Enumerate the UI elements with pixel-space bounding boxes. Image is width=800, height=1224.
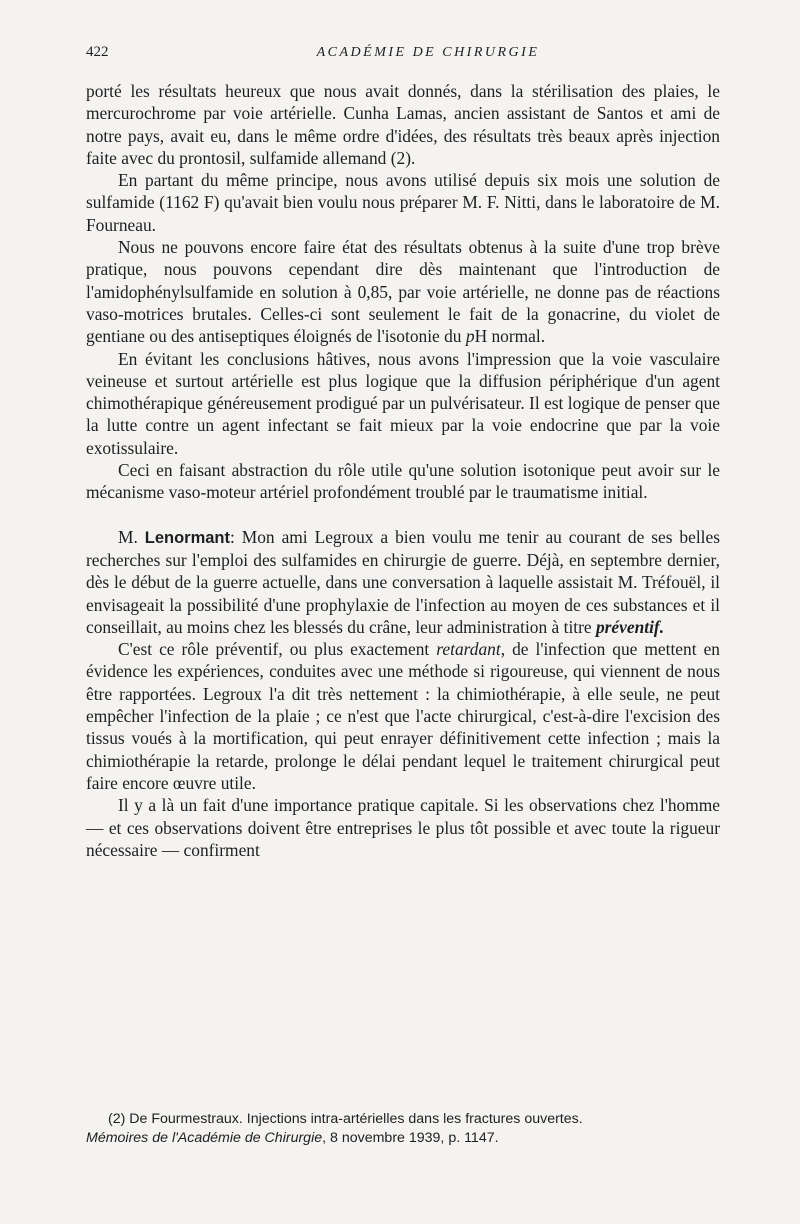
running-title: ACADÉMIE DE CHIRURGIE [316, 45, 540, 60]
body-text [86, 80, 720, 861]
paragraph-6-text: : Mon ami Legroux a bien voulu me tenir au courant de ses belles recherches sur l'emploi des sulfamides en chirurgie de guerre. Déjà, en septembre dernier, dès le début de la guerre actuelle, dans une conversation à laquelle assistait M. Tréfouël, il envisageait la possibilité d'une prophylaxie de l'infection au moyen de ces substances et il conseillait, au moins chez les blessés du crâne, leur administration à titre [86, 526, 720, 637]
page [86, 44, 720, 861]
retardant-emphasis: retardant [436, 639, 501, 660]
paragraph-7 [86, 638, 720, 794]
paragraph-1: porté les résultats heureux que nous avait donnés, dans la stérilisation des plaies, le mercurochrome par voie artérielle. Cunha Lamas, ancien assistant de Santos et ami de notre pays, avait eu, dans le même ordre d'idées, des résultats très beaux après injection faite avec du prontosil, sulfamide allemand (2). [86, 81, 720, 168]
running-header [86, 44, 720, 66]
footnote-line-2 [86, 1129, 720, 1148]
paragraph-7-start: C'est ce rôle préventif, ou plus exactement [118, 639, 437, 660]
citation-details: , 8 novembre 1939, p. 1147. [322, 1130, 499, 1146]
footnote [86, 1110, 720, 1148]
footnote-line-1: (2) De Fourmestraux. Injections intra-artérielles dans les fractures ouvertes. [108, 1111, 583, 1127]
page-number: 422 [86, 44, 109, 60]
speaker-name: Lenormant [144, 528, 231, 547]
paragraph-6 [86, 526, 720, 638]
speaker-prefix: M. [118, 526, 145, 547]
journal-title: Mémoires de l'Académie de Chirurgie [86, 1130, 323, 1146]
preventif-emphasis: préventif. [595, 616, 665, 637]
paragraph-4: En évitant les conclusions hâtives, nous avons l'impression que la voie vasculaire veineuse et surtout artérielle est plus logique que la diffusion périphérique d'un agent chimothérapique généreusement prodigué par un pulvérisateur. Il est logique de penser que la lutte contre un agent infectant se fait mieux par la voie endocrine que par la voie exotissulaire. [86, 348, 720, 458]
ph-italic: p [465, 326, 475, 347]
paragraph-8: Il y a là un fait d'une importance pratique capitale. Si les observations chez l'homme — et ces observations doivent être entreprises le plus tôt possible et avec toute la rigueur nécessaire — confirment [86, 795, 720, 860]
paragraph-3-text: Nous ne pouvons encore faire état des résultats obtenus à la suite d'une trop brève pratique, nous pouvons cependant dire dès maintenant que l'introduction de l'amidophénylsulfamide en solution à 0,85, par voie artérielle, ne donne pas de réactions vaso-motrices brutales. Celles-ci sont seulement le fait de la gonacrine, du violet de gentiane ou des antiseptiques éloignés de l'isotonie du [86, 237, 720, 347]
paragraph-3-end: H normal. [474, 326, 546, 347]
paragraph-5: Ceci en faisant abstraction du rôle utile qu'une solution isotonique peut avoir sur le mécanisme vaso-moteur artériel profondément troublé par le traumatisme initial. [86, 460, 720, 503]
paragraph-7-text: , de l'infection que mettent en évidence les expériences, conduites avec une méthode si rigoureuse, qui viennent de nous être rapportées. Legroux l'a dit très nettement : la chimiothérapie, à elle seule, ne peut empêcher l'infection de la plaie ; ce n'est que l'acte chirurgical, c'est-à-dire l'excision des tissus voués à la mortification, qui peut enrayer définitivement cette infection ; mais la chimiothérapie la retarde, prolonge le délai pendant lequel le traitement chirurgical peut faire encore œuvre utile. [86, 639, 720, 793]
paragraph-3 [86, 236, 720, 347]
paragraph-2: En partant du même principe, nous avons utilisé depuis six mois une solution de sulfamide (1162 F) qu'avait bien voulu nous préparer M. F. Nitti, dans le laboratoire de M. Fourneau. [86, 170, 720, 235]
